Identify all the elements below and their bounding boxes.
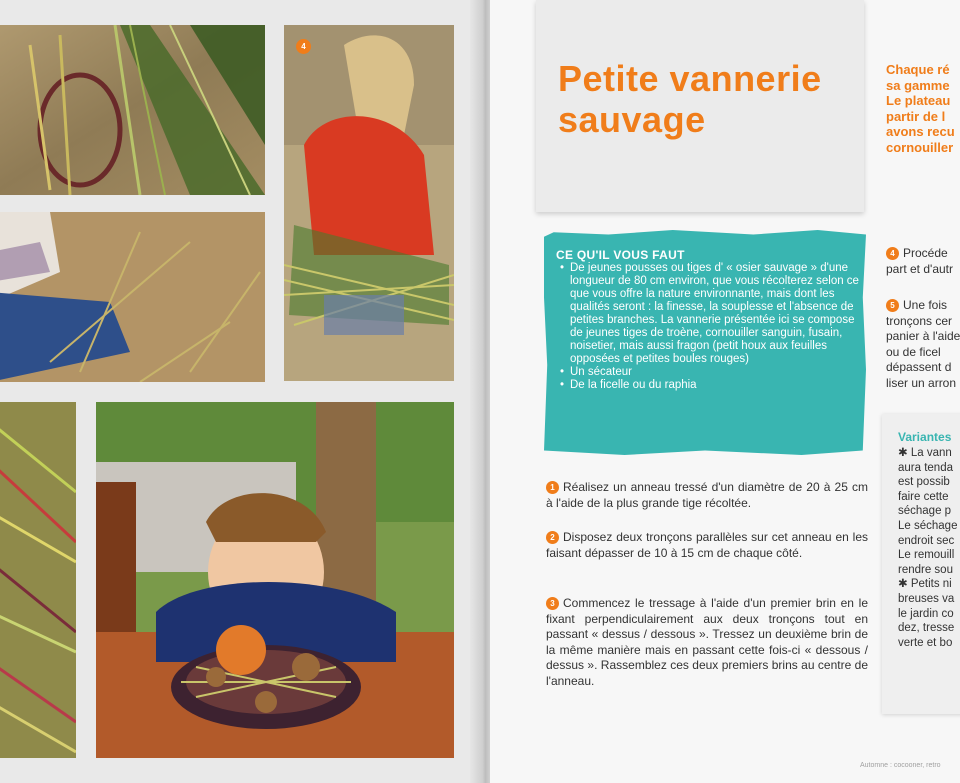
intro-line: partir de l (886, 108, 946, 124)
photo-colored-stems-image (0, 402, 76, 758)
variants-line: est possib (898, 476, 950, 489)
variants-line: Le remouill (898, 549, 955, 562)
variants-line: rendre sou (898, 563, 953, 576)
step-text: Procéde (903, 246, 948, 260)
variants-line: Le séchage (898, 519, 958, 532)
step-5 (886, 298, 960, 391)
variants-line: aura tenda (898, 461, 953, 474)
step-number-badge: 4 (886, 247, 899, 260)
photo-boy-basket-image (96, 402, 454, 758)
intro-text (886, 62, 960, 155)
variants-line: séchage p (898, 505, 952, 518)
variants-line: endroit sec (898, 534, 955, 547)
variants-line: dez, tresse (898, 622, 955, 635)
step-text: part et d'autr (886, 261, 953, 276)
title-line-2: sauvage (558, 99, 706, 140)
intro-line: Le plateau (886, 93, 951, 108)
variants-line: ✱ La vann (898, 447, 952, 459)
list-item: • De jeunes pousses ou tiges d' « osier sauvage » d'une longueur de 80 cm environ, que vous récolterez selon ce que vous offre la nature environnante, mais dont les qualités seront : la finesse, la souplesse et l'absence de petites branches. La vannerie présentée ici se compose de jeunes tiges de troène, cornouiller sanguin, fusain, noisetier, mais aussi fragon (petit houx aux feuilles opposées et petites boules rouges) (560, 262, 860, 366)
intro-line: avons recu (886, 124, 955, 139)
title-card (536, 0, 864, 212)
intro-line: cornouiller (886, 139, 954, 155)
photo-girl-weaving-image (284, 25, 454, 381)
photo-colored-stems (0, 402, 76, 758)
photo-girl-weaving (284, 25, 454, 381)
variants-line: verte et bo (898, 636, 953, 649)
step-text: ou de ficel (886, 344, 941, 359)
intro-line: sa gamme (886, 77, 950, 93)
photo-willow-ring (0, 25, 265, 195)
photo-boy-basket (96, 402, 454, 758)
step-number-badge: 1 (546, 481, 559, 494)
materials-heading: CE QU'IL VOUS FAUT (556, 248, 685, 262)
step-1 (546, 480, 868, 511)
step-text: dépassent d (886, 360, 952, 374)
variants-text (898, 446, 957, 650)
intro-line: Chaque ré (886, 62, 950, 77)
step-number-badge: 5 (886, 299, 899, 312)
right-page (490, 0, 960, 783)
photo-hands-weaving-image (0, 212, 265, 382)
step-text: Réalisez un anneau tressé d'un diamètre de 20 à 25 cm à l'aide de la plus grande tige récoltée. (546, 480, 868, 510)
variants-line: breuses va (898, 592, 955, 605)
step-text: Disposez deux tronçons parallèles sur cet anneau en les faisant dépasser de 10 à 15 cm de chaque côté. (546, 530, 868, 560)
list-item: • Un sécateur (560, 366, 860, 379)
step-number-badge: 2 (546, 531, 559, 544)
step-text: panier à l'aide (886, 329, 960, 343)
variants-heading: Variantes (898, 430, 952, 444)
page-title (558, 58, 858, 140)
page-footer: Automne : cocooner, retro (860, 762, 941, 769)
title-line-1: Petite vannerie (558, 58, 822, 99)
step-2 (546, 530, 868, 561)
photo-willow-ring-image (0, 25, 265, 195)
variants-line: ✱ Petits ni (898, 578, 952, 591)
variants-line: faire cette (898, 490, 949, 503)
list-item: • De la ficelle ou du raphia (560, 379, 860, 392)
step-4 (886, 246, 960, 277)
step-text: Une fois (903, 298, 948, 312)
step-text: Commencez le tressage à l'aide d'un premier brin en le fixant perpendiculairement aux deux tronçons tout en passant « dessus / dessous ». Tressez un deuxième brin de la même manière mais en passant cette fois-ci « dessous / dessus ». Rassemblez ces deux premiers brins au centre de l'anneau. (546, 596, 868, 688)
photo-hands-weaving (0, 212, 265, 382)
step-text: tronçons cer (886, 313, 953, 328)
step-3 (546, 596, 868, 689)
variants-line: le jardin co (898, 607, 954, 620)
photo-step-badge: 4 (296, 39, 311, 54)
materials-list (560, 262, 860, 392)
step-text: liser un arron (886, 375, 957, 390)
step-number-badge: 3 (546, 597, 559, 610)
